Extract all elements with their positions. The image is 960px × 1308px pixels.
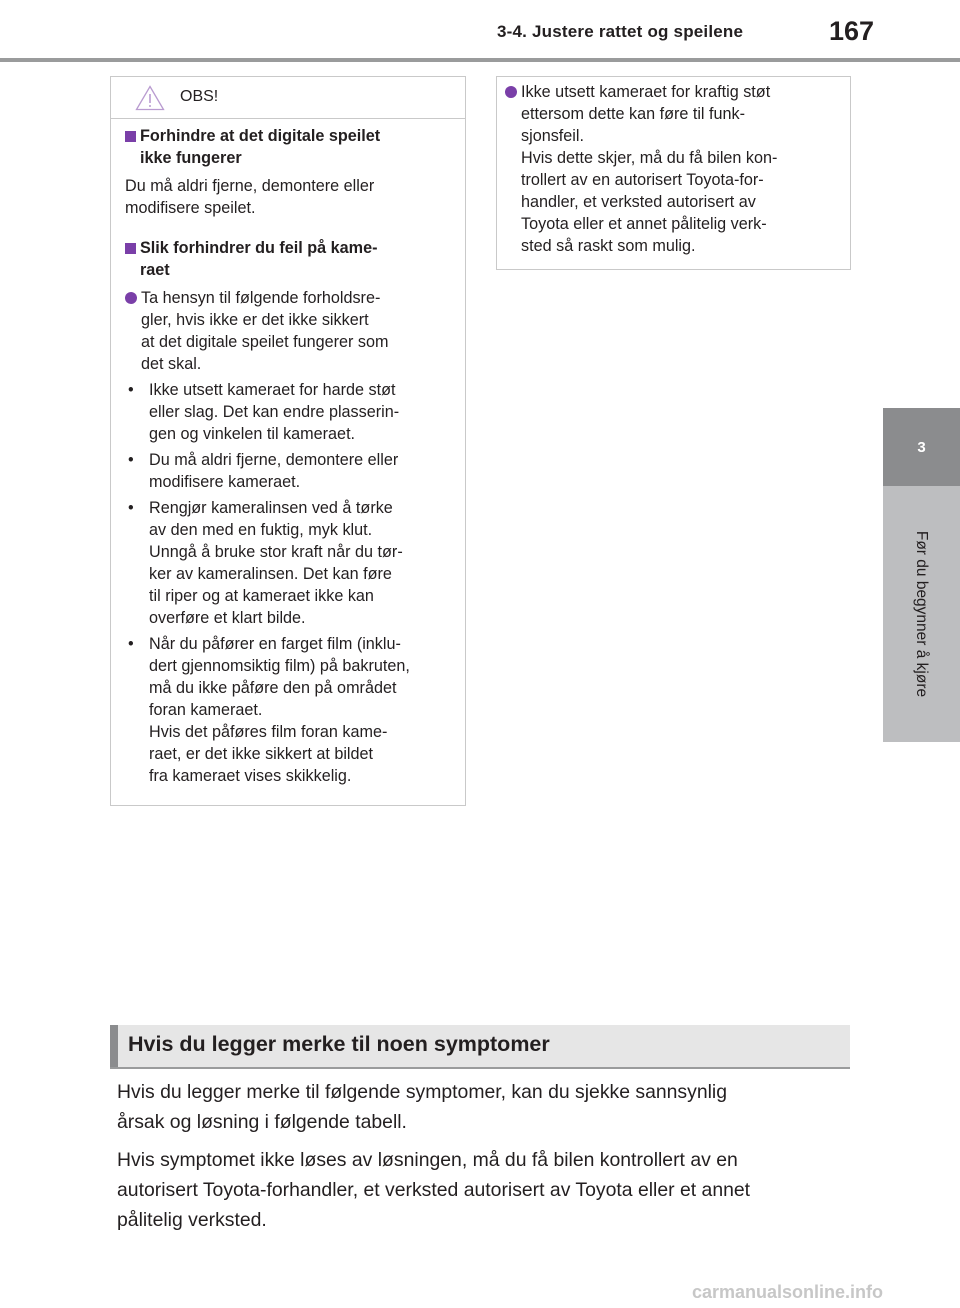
caution-label: OBS! <box>180 88 219 105</box>
chapter-title-container <box>883 486 960 742</box>
chapter-number-box <box>883 408 960 486</box>
page-number: 167 <box>829 16 875 46</box>
chapter-number: 3 <box>917 438 926 456</box>
chapter-title: Før du begynner å kjøre <box>913 530 931 698</box>
bullet-text: Ikke utsett kameraet for harde støt eller slag. Det kan endre plasserin- gen og vinkelen til kameraet. <box>149 381 400 443</box>
caution-subheading <box>125 237 447 281</box>
circle-list-item <box>505 81 834 257</box>
section-heading-bar <box>110 1025 118 1067</box>
bullet-item <box>125 379 447 445</box>
bullet-item <box>125 633 447 787</box>
chapter-side-tab <box>883 408 960 742</box>
header-rule <box>0 58 960 62</box>
circle-bullet-icon <box>505 86 517 98</box>
caution-body <box>111 119 465 787</box>
section-rule <box>110 1067 850 1069</box>
bullet-text: Når du påfører en farget film (inklu- dert gjennomsiktig film) på bakruten, må du ikke påføre den på området foran kameraet. Hvis det påføres film foran kame- raet, er det ikke sikkert at bildet fra kameraet vises skikkelig. <box>149 635 410 785</box>
bullet-item <box>125 449 447 493</box>
square-bullet-icon <box>125 243 136 254</box>
bullet-text: Du må aldri fjerne, demontere eller modifisere kameraet. <box>149 451 399 491</box>
bullet-text: Rengjør kameralinsen ved å tørke av den med en fuktig, myk klut. Unngå å bruke stor kraft når du tør- ker av kameralinsen. Det kan føre til riper og at kameraet ikke kan overføre et klart bilde. <box>149 499 403 627</box>
section-heading: Hvis du legger merke til noen symptomer <box>128 1032 550 1056</box>
caution-body <box>497 77 850 257</box>
circle-item-text: Ikke utsett kameraet for kraftig støt ettersom dette kan føre til funk- sjonsfeil. Hvis dette skjer, må du få bilen kon- trollert av en autorisert Toyota-for- handler, et verksted autorisert av Toyota eller et annet pålitelig verk- sted så raskt som mulig. <box>521 83 778 255</box>
bullet-mark: • <box>128 381 134 399</box>
circle-item-text: Ta hensyn til følgende forholdsre- gler, hvis ikke er det ikke sikkert at det digitale speilet fungerer som det skal. <box>141 289 389 373</box>
square-bullet-icon <box>125 131 136 142</box>
caution-box-left <box>110 76 466 806</box>
caution-paragraph: Du må aldri fjerne, demontere eller modifisere speilet. <box>125 177 375 217</box>
circle-list-item <box>125 287 447 375</box>
circle-bullet-icon <box>125 292 137 304</box>
subheading-text: Slik forhindrer du feil på kame- raet <box>140 239 378 279</box>
subheading-text: Forhindre at det digitale speilet ikke fungerer <box>140 127 381 167</box>
watermark: carmanualsonline.info <box>692 1282 884 1302</box>
chapter-section-title: 3-4. Justere rattet og speilene <box>497 22 744 41</box>
body-paragraph: Hvis symptomet ikke løses av løsningen, må du få bilen kontrollert av en autorisert Toyota-forhandler, et verksted autorisert av Toyota eller et annet pålitelig verksted. <box>117 1149 751 1231</box>
bullet-item <box>125 497 447 629</box>
bullet-mark: • <box>128 499 134 517</box>
bullet-mark: • <box>128 451 134 469</box>
caution-subheading <box>125 125 447 169</box>
caution-box-right <box>496 76 851 270</box>
body-paragraph: Hvis du legger merke til følgende symptomer, kan du sjekke sannsynlig årsak og løsning i følgende tabell. <box>117 1081 728 1133</box>
bullet-mark: • <box>128 635 134 653</box>
section-heading-band <box>110 1025 850 1067</box>
caution-header <box>111 77 465 119</box>
warning-triangle-icon <box>135 85 165 111</box>
